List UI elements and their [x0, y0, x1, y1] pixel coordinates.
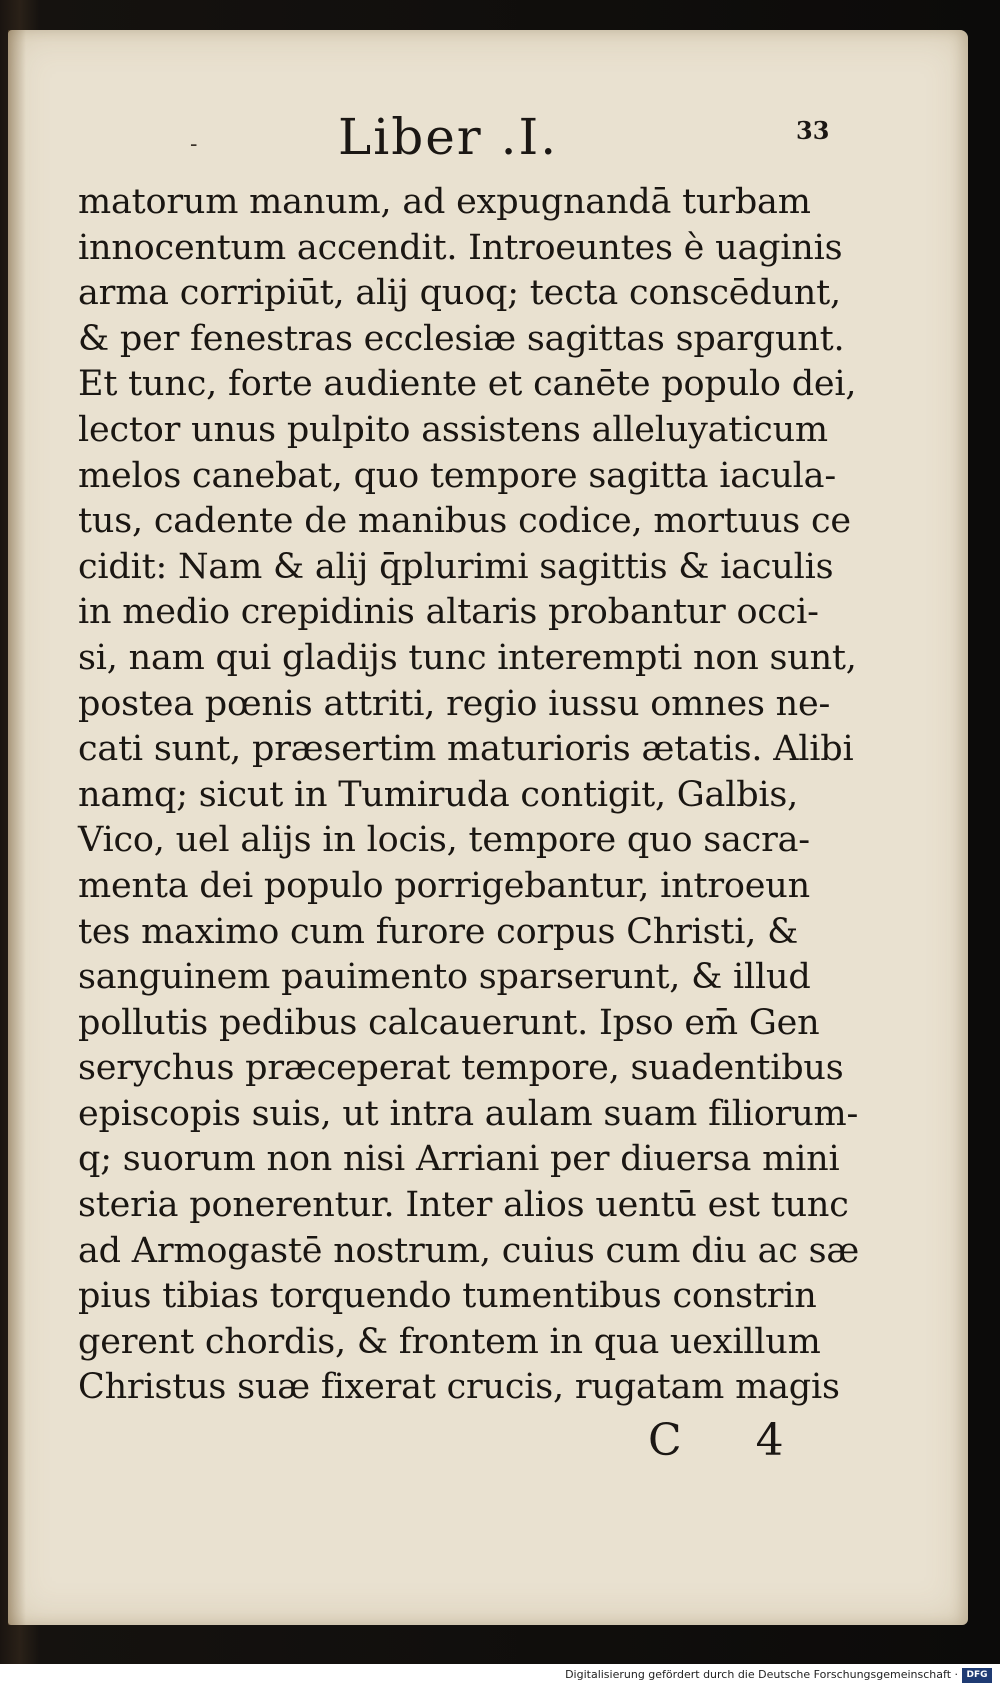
text-line: cidit: Nam & alij q̄plurimi sagittis & iaculis [78, 546, 834, 587]
text-line: tus, cadente de manibus codice, mortuus ce [78, 501, 851, 542]
text-line: sanguinem pauimento sparserunt, & illud [78, 957, 811, 998]
digitization-footer [0, 1664, 1000, 1689]
text-line: episcopis suis, ut intra aulam suam filiorum- [78, 1093, 859, 1134]
book-page [8, 30, 968, 1625]
text-line: & per fenestras ecclesiæ sagittas spargunt. [78, 318, 845, 359]
text-line: melos canebat, quo tempore sagitta iacula- [78, 455, 836, 496]
text-line: serychus præceperat tempore, suadentibus [78, 1048, 844, 1089]
text-line: cati sunt, præsertim maturioris ætatis. Alibi [78, 729, 854, 770]
text-line: q; suorum non nisi Arriani per diuersa mini [78, 1139, 840, 1180]
text-line: in medio crepidinis altaris probantur occi- [78, 592, 819, 633]
text-line: postea pœnis attriti, regio iussu omnes ne- [78, 683, 831, 724]
text-line: tes maximo cum furore corpus Christi, & [78, 911, 799, 952]
signature-mark: C 4 [648, 1415, 814, 1466]
page-header [8, 108, 968, 178]
text-line: innocentum accendit. Introeuntes è uaginis [78, 227, 843, 268]
folio-number: 33 [796, 116, 830, 145]
text-line: Vico, uel alijs in locis, tempore quo sacra- [78, 820, 810, 861]
text-line: Et tunc, forte audiente et canēte populo dei, [78, 364, 857, 405]
text-line: si, nam qui gladijs tunc interempti non sunt, [78, 637, 857, 678]
body-text [78, 180, 858, 1411]
text-line: menta dei populo porrigebantur, introeun [78, 865, 810, 906]
text-line: matorum manum, ad expugnandā turbam [78, 182, 811, 222]
text-line: Christus suæ fixerat crucis, rugatam magis [78, 1367, 840, 1408]
header-mark: - [190, 132, 198, 157]
text-line: namq; sicut in Tumiruda contigit, Galbis, [78, 774, 799, 815]
text-line: ad Armogastē nostrum, cuius cum diu ac sæ [78, 1230, 860, 1271]
dfg-logo: DFG [962, 1668, 992, 1683]
text-line: pius tibias torquendo tumentibus constrin [78, 1276, 817, 1317]
text-line: gerent chordis, & frontem in qua uexillum [78, 1321, 821, 1362]
running-title: Liber .I. [338, 108, 559, 166]
text-line: lector unus pulpito assistens alleluyaticum [78, 409, 828, 450]
text-line: pollutis pedibus calcauerunt. Ipso em̄ Gen [78, 1002, 820, 1043]
funding-credit: Digitalisierung gefördert durch die Deutsche Forschungsgemeinschaft · [565, 1668, 958, 1681]
text-line: steria ponerentur. Inter alios uentū est tunc [78, 1185, 849, 1226]
text-line: arma corripiūt, alij quoq; tecta conscēdunt, [78, 273, 841, 314]
